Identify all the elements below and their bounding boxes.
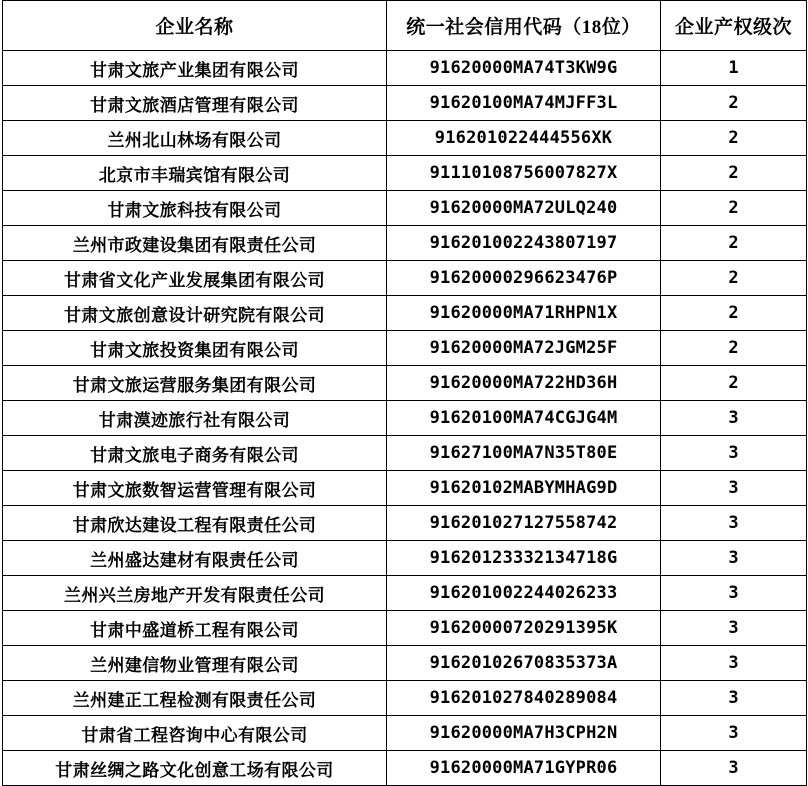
table-row [3,611,807,646]
cell-credit-code: 916201002244026233 [387,576,661,611]
table-row [3,121,807,156]
cell-credit-code: 91110108756007827X [387,156,661,191]
table-row [3,506,807,541]
cell-credit-code: 91620000MA71RHPN1X [387,296,661,331]
cell-enterprise-name: 北京市丰瑞宾馆有限公司 [3,156,387,191]
table-row [3,296,807,331]
cell-enterprise-name: 甘肃欣达建设工程有限责任公司 [3,506,387,541]
cell-enterprise-name: 甘肃文旅酒店管理有限公司 [3,86,387,121]
cell-enterprise-name: 甘肃漠迹旅行社有限公司 [3,401,387,436]
cell-enterprise-name: 甘肃文旅投资集团有限公司 [3,331,387,366]
table-row [3,156,807,191]
cell-ownership-level: 3 [661,716,807,751]
table-row [3,191,807,226]
cell-ownership-level: 3 [661,646,807,681]
cell-ownership-level: 1 [661,51,807,86]
table-row [3,51,807,86]
cell-ownership-level: 3 [661,751,807,786]
cell-enterprise-name: 甘肃文旅产业集团有限公司 [3,51,387,86]
column-header-ownership-level: 企业产权级次 [661,1,807,51]
cell-ownership-level: 2 [661,121,807,156]
cell-ownership-level: 2 [661,86,807,121]
table-body [3,51,807,786]
cell-credit-code: 916201027840289084 [387,681,661,716]
cell-credit-code: 91620000720291395K [387,611,661,646]
cell-credit-code: 91620000MA7H3CPH2N [387,716,661,751]
cell-enterprise-name: 兰州兴兰房地产开发有限责任公司 [3,576,387,611]
cell-enterprise-name: 兰州北山林场有限公司 [3,121,387,156]
cell-credit-code: 91620000MA722HD36H [387,366,661,401]
cell-ownership-level: 2 [661,296,807,331]
cell-ownership-level: 3 [661,611,807,646]
table-row [3,751,807,786]
cell-credit-code: 91620000MA71GYPR06 [387,751,661,786]
cell-enterprise-name: 甘肃文旅运营服务集团有限公司 [3,366,387,401]
column-header-credit-code: 统一社会信用代码（18位） [387,1,661,51]
cell-enterprise-name: 兰州盛达建材有限责任公司 [3,541,387,576]
table-row [3,681,807,716]
cell-credit-code: 91620102670835373A [387,646,661,681]
cell-ownership-level: 2 [661,226,807,261]
cell-enterprise-name: 甘肃省工程咨询中心有限公司 [3,716,387,751]
table-row [3,576,807,611]
cell-ownership-level: 2 [661,156,807,191]
cell-enterprise-name: 甘肃文旅电子商务有限公司 [3,436,387,471]
cell-ownership-level: 3 [661,681,807,716]
cell-ownership-level: 3 [661,506,807,541]
cell-ownership-level: 2 [661,261,807,296]
table-row [3,541,807,576]
cell-credit-code: 91620000MA72JGM25F [387,331,661,366]
cell-enterprise-name: 甘肃省文化产业发展集团有限公司 [3,261,387,296]
table-row [3,86,807,121]
cell-ownership-level: 3 [661,576,807,611]
table-row [3,401,807,436]
cell-enterprise-name: 兰州建信物业管理有限公司 [3,646,387,681]
table-row [3,261,807,296]
cell-credit-code: 91620000296623476P [387,261,661,296]
table-row [3,716,807,751]
cell-enterprise-name: 甘肃文旅创意设计研究院有限公司 [3,296,387,331]
table-header [3,1,807,51]
cell-credit-code: 91620000MA72ULQ240 [387,191,661,226]
cell-ownership-level: 3 [661,471,807,506]
cell-enterprise-name: 甘肃文旅数智运营管理有限公司 [3,471,387,506]
cell-credit-code: 916201002243807197 [387,226,661,261]
cell-ownership-level: 3 [661,436,807,471]
table-row [3,331,807,366]
cell-ownership-level: 3 [661,401,807,436]
cell-credit-code: 91620100MA74MJFF3L [387,86,661,121]
cell-ownership-level: 2 [661,366,807,401]
table-row [3,436,807,471]
cell-ownership-level: 3 [661,541,807,576]
cell-credit-code: 91620123332134718G [387,541,661,576]
table-row [3,226,807,261]
cell-enterprise-name: 甘肃中盛道桥工程有限公司 [3,611,387,646]
cell-credit-code: 91620100MA74CGJG4M [387,401,661,436]
cell-enterprise-name: 甘肃丝绸之路文化创意工场有限公司 [3,751,387,786]
cell-enterprise-name: 兰州市政建设集团有限责任公司 [3,226,387,261]
cell-ownership-level: 2 [661,191,807,226]
cell-ownership-level: 2 [661,331,807,366]
column-header-enterprise-name: 企业名称 [3,1,387,51]
table-row [3,471,807,506]
table-row [3,646,807,681]
cell-enterprise-name: 兰州建正工程检测有限责任公司 [3,681,387,716]
cell-credit-code: 91620102MABYMHAG9D [387,471,661,506]
table-header-row [3,1,807,51]
cell-credit-code: 916201027127558742 [387,506,661,541]
cell-credit-code: 916201022444556XK [387,121,661,156]
cell-enterprise-name: 甘肃文旅科技有限公司 [3,191,387,226]
cell-credit-code: 91620000MA74T3KW9G [387,51,661,86]
enterprise-table [2,0,807,786]
cell-credit-code: 91627100MA7N35T80E [387,436,661,471]
table-row [3,366,807,401]
